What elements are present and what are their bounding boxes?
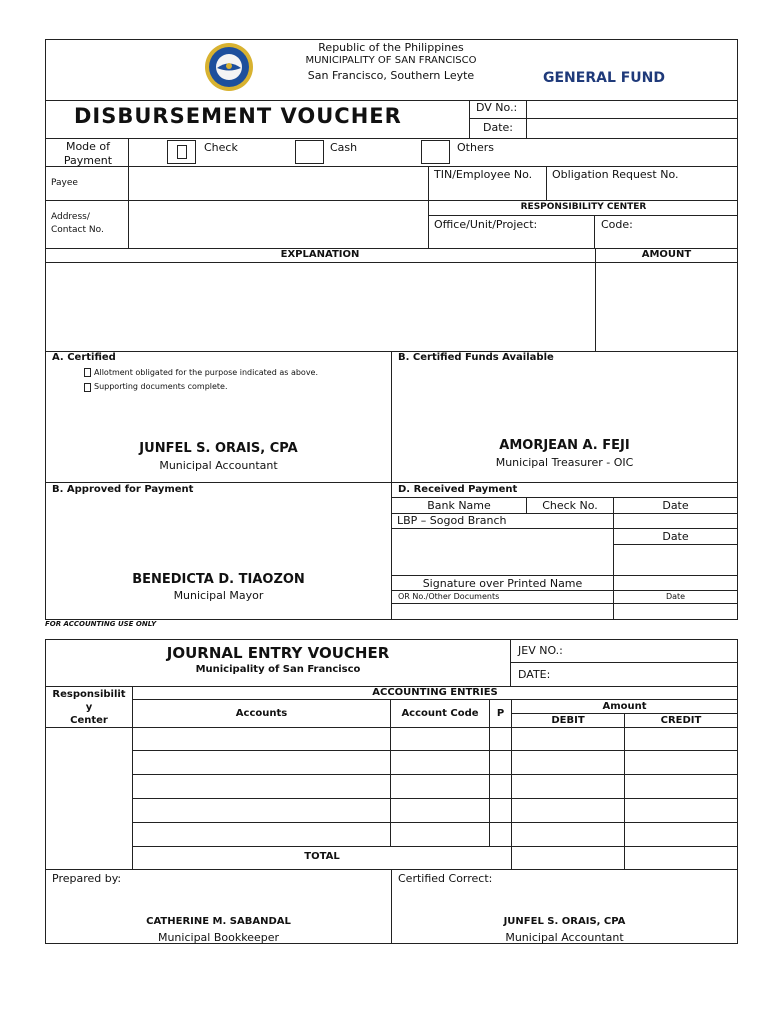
divider bbox=[428, 215, 738, 216]
mode-check-label: Check bbox=[204, 141, 238, 154]
others-checkbox[interactable] bbox=[421, 140, 450, 164]
mode-of-payment-label: Mode of Payment bbox=[63, 140, 113, 167]
divider bbox=[391, 497, 738, 498]
debit-header: DEBIT bbox=[551, 715, 585, 726]
table-row[interactable] bbox=[133, 751, 737, 774]
jev-date-field[interactable] bbox=[560, 663, 737, 685]
explanation-field[interactable] bbox=[46, 263, 594, 350]
address-label: Address/ Contact No. bbox=[51, 212, 104, 235]
municipal-seal-icon bbox=[204, 42, 254, 92]
table-row[interactable] bbox=[133, 775, 737, 798]
cash-checkbox[interactable] bbox=[295, 140, 324, 164]
divider bbox=[132, 846, 738, 847]
table-row[interactable] bbox=[133, 823, 737, 846]
certified-item-1: Allotment obligated for the purpose indicated as above. bbox=[94, 368, 319, 377]
divider bbox=[391, 575, 738, 576]
obligation-request-label: Obligation Request No. bbox=[552, 168, 679, 181]
accounts-header: Accounts bbox=[235, 708, 288, 719]
bank-name-header: Bank Name bbox=[427, 499, 491, 512]
responsibility-center-header bbox=[46, 688, 132, 727]
certified-correct-label: Certified Correct: bbox=[398, 872, 493, 885]
jev-date-label: DATE: bbox=[518, 668, 551, 681]
received-date-label-3: Date bbox=[665, 592, 686, 601]
amount-field[interactable] bbox=[596, 263, 737, 350]
divider bbox=[391, 603, 738, 604]
dv-title: DISBURSEMENT VOUCHER bbox=[74, 104, 402, 128]
funds-signatory-name: AMORJEAN A. FEJI bbox=[499, 438, 630, 453]
mode-cash-label: Cash bbox=[330, 141, 358, 154]
divider bbox=[132, 699, 738, 700]
tin-label: TIN/Employee No. bbox=[434, 168, 533, 181]
funds-title: B. Certified Funds Available bbox=[398, 352, 554, 363]
fund-label: GENERAL FUND bbox=[543, 70, 666, 86]
jev-no-label: JEV NO.: bbox=[518, 644, 563, 657]
jev-no-field[interactable] bbox=[570, 640, 737, 661]
accounting-entries-header: ACCOUNTING ENTRIES bbox=[372, 687, 498, 698]
approved-title: B. Approved for Payment bbox=[52, 484, 194, 495]
p-header: P bbox=[496, 708, 505, 719]
checkbox-icon bbox=[177, 145, 187, 159]
responsibility-center-label: RESPONSIBILITY CENTER bbox=[520, 202, 647, 212]
table-row[interactable] bbox=[133, 799, 737, 822]
certified-item-2: Supporting documents complete. bbox=[94, 382, 228, 391]
dv-no-label: DV No.: bbox=[476, 101, 518, 114]
resp-center-line-2: y bbox=[85, 702, 93, 713]
municipality-title: MUNICIPALITY OF SAN FRANCISCO bbox=[305, 55, 477, 66]
address-field[interactable] bbox=[129, 201, 428, 247]
certified-signatory-position: Municipal Accountant bbox=[159, 459, 278, 472]
location-text: San Francisco, Southern Leyte bbox=[307, 69, 475, 82]
certified-signatory-name: JUNFEL S. ORAIS, CPA bbox=[139, 441, 298, 456]
divider bbox=[469, 100, 470, 138]
explanation-header: EXPLANATION bbox=[280, 249, 360, 260]
divider bbox=[546, 166, 547, 200]
approved-signatory-position: Municipal Mayor bbox=[173, 589, 264, 602]
dv-date-field[interactable] bbox=[527, 119, 737, 137]
received-title: D. Received Payment bbox=[398, 484, 518, 495]
dv-date-label: Date: bbox=[483, 121, 513, 134]
check-no-header: Check No. bbox=[542, 499, 598, 512]
received-date-header: Date bbox=[662, 499, 689, 512]
funds-signatory-position: Municipal Treasurer - OIC bbox=[495, 456, 634, 469]
office-unit-label: Office/Unit/Project: bbox=[434, 218, 538, 231]
signature-field[interactable] bbox=[392, 529, 613, 575]
certified-correct-position: Municipal Accountant bbox=[505, 931, 624, 944]
divider bbox=[594, 215, 595, 248]
credit-header: CREDIT bbox=[660, 715, 702, 726]
date-field[interactable] bbox=[614, 514, 737, 528]
prepared-by-name: CATHERINE M. SABANDAL bbox=[146, 916, 291, 927]
signature-label: Signature over Printed Name bbox=[422, 577, 583, 590]
amount-header: Amount bbox=[602, 701, 647, 712]
divider bbox=[391, 590, 738, 591]
checkbox-icon[interactable] bbox=[84, 383, 91, 392]
accounting-use-note: FOR ACCOUNTING USE ONLY bbox=[45, 620, 157, 628]
payee-field[interactable] bbox=[129, 167, 428, 200]
account-code-header: Account Code bbox=[401, 708, 479, 719]
check-checkbox[interactable] bbox=[167, 140, 196, 164]
or-no-label: OR No./Other Documents bbox=[398, 592, 500, 601]
republic-text: Republic of the Philippines bbox=[318, 41, 464, 54]
received-date-label-2: Date bbox=[662, 530, 689, 543]
checkbox-icon[interactable] bbox=[84, 368, 91, 377]
divider bbox=[45, 248, 738, 249]
table-row[interactable] bbox=[133, 728, 737, 750]
prepared-by-label: Prepared by: bbox=[52, 872, 122, 885]
resp-center-line-3: Center bbox=[70, 715, 108, 726]
certified-title: A. Certified bbox=[52, 352, 116, 363]
code-label: Code: bbox=[601, 218, 633, 231]
divider bbox=[613, 544, 738, 545]
resp-center-line-1: Responsibilit bbox=[52, 689, 126, 700]
amount-header: AMOUNT bbox=[641, 249, 692, 260]
approved-signatory-name: BENEDICTA D. TIAOZON bbox=[132, 572, 305, 587]
certified-correct-name: JUNFEL S. ORAIS, CPA bbox=[503, 916, 626, 927]
total-label: TOTAL bbox=[304, 851, 340, 862]
divider bbox=[45, 482, 738, 483]
dv-no-field[interactable] bbox=[527, 101, 737, 117]
bank-name-value: LBP – Sogod Branch bbox=[397, 514, 507, 527]
prepared-by-position: Municipal Bookkeeper bbox=[157, 931, 280, 944]
payee-label: Payee bbox=[51, 178, 78, 188]
jev-subtitle: Municipality of San Francisco bbox=[195, 664, 361, 675]
divider bbox=[45, 138, 738, 139]
mode-others-label: Others bbox=[457, 141, 494, 154]
jev-title: JOURNAL ENTRY VOUCHER bbox=[166, 644, 390, 662]
